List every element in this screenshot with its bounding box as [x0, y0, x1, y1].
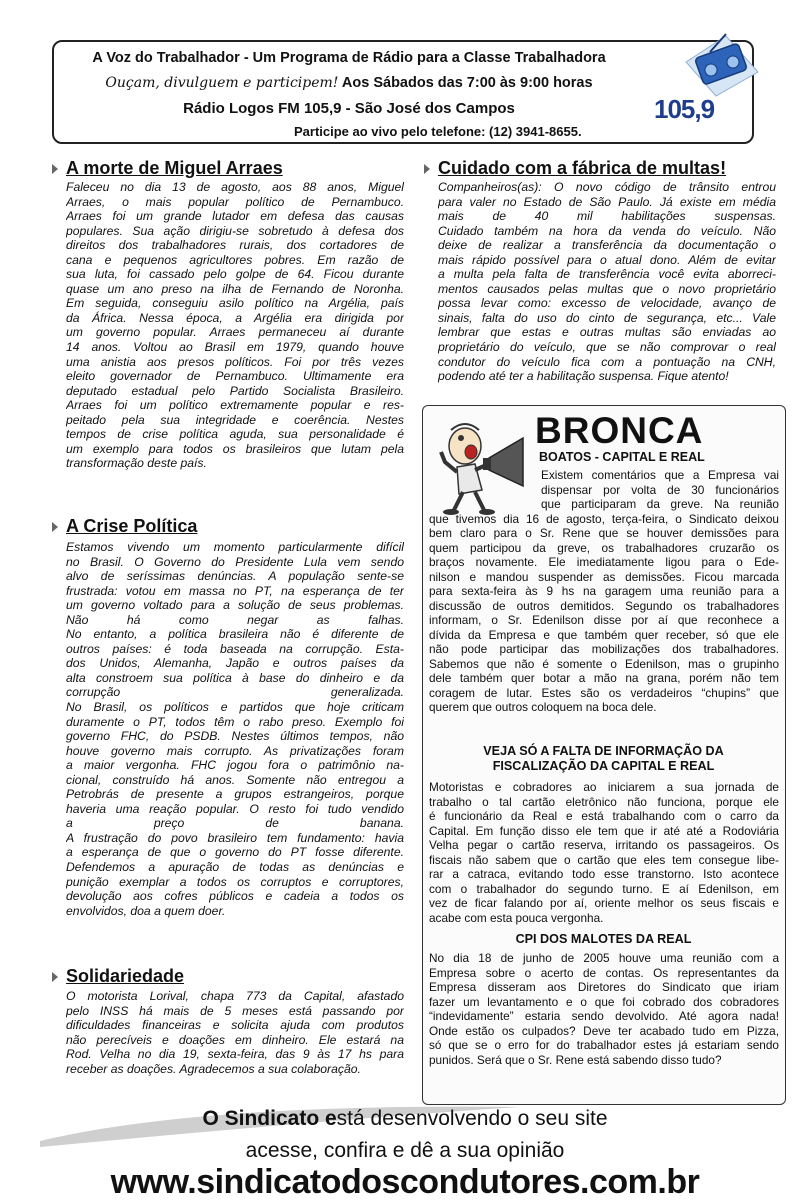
text-line: cana e pequenos agricultores pobres. Em razão de: [66, 252, 404, 267]
text-line: pelo INSS há mais de 5 meses está passando por: [66, 1003, 404, 1018]
text-line: sua luta, foi cassado pelo golpe de 64. Ficou durante: [66, 267, 404, 282]
text-line: houve governo mais corrupto. As privatizações foram: [66, 743, 404, 758]
bronca-box: [422, 405, 786, 1105]
text-line: fiscais não sabem que o cartão que eles tem consegue libe-: [429, 852, 779, 867]
text-line: Onde estão os culpados? Deve ter acabado tudo em Pizza,: [429, 1023, 779, 1038]
text-line: não pode participar das mobilizações dos trabalhadores.: [429, 642, 779, 656]
arrow-icon: [52, 164, 58, 174]
text-line: Faleceu no dia 13 de agosto, aos 88 anos, Miguel: [66, 180, 404, 194]
text-line: quase um ano preso na ilha de Fernando de Noronha.: [66, 281, 404, 296]
bronca-heading-fiscalizacao: [423, 744, 784, 774]
text-line: é funcionário da Real e está trabalhando com o carro da: [429, 809, 779, 823]
text-line: dele também quer botar a mão na grana, porém não tem: [429, 671, 779, 685]
text-line: peitado pela sua integridade e coerência. Nestes: [66, 412, 404, 427]
text-line: nilson e mandou suspender as demissões. Ficou marcada: [429, 569, 779, 584]
header-box: [52, 40, 754, 144]
text-line: Estamos vivendo um momento particularmente difícil: [66, 540, 404, 554]
text-line: informam, o Sr. Edenilson disse por aí que reconhece a: [429, 613, 779, 627]
text-line: envolvidos, doa a quem doer.: [66, 903, 226, 918]
text-line: Existem comentários que a Empresa vai: [541, 468, 779, 482]
text-line: que tivemos dia 16 de agosto, terça-feira, o Sindicato deixou: [429, 511, 779, 526]
text-line: um exemplo para todos os brasileiros que lutam pela: [66, 441, 404, 456]
text-line: 14 anos. Voltou ao Brasil em 1979, quando houve: [66, 340, 404, 355]
text-line: trabalho o tal cartão eletrônico não funciona, porque ele: [429, 794, 779, 809]
phone-line: Participe ao vivo pelo telefone: (12) 3941-8655.: [294, 124, 582, 139]
text-line: dívida da Empresa e que também quer receber, só que ele: [429, 627, 779, 642]
heading-line: FISCALIZAÇÃO DA CAPITAL E REAL: [492, 759, 715, 773]
arrow-icon: [52, 522, 58, 532]
text-line: mais de 40 mil habilitações suspensas.: [438, 209, 776, 224]
text-line: dificuldades financeiras e solicita ajuda com produtos: [66, 1018, 404, 1033]
text-line: no Brasil. O Governo do Presidente Lula vem sendo: [66, 554, 404, 569]
text-line: Defendemos a apuração de todas as denúncias e: [66, 860, 404, 875]
text-line: eleito governador de Pernambuco. Ultimamente era: [66, 369, 404, 384]
section-title-crise: A Crise Política: [66, 516, 198, 536]
text-line: fazer um levantamento e o que foi cobrado dos cobradores: [429, 994, 779, 1009]
program-title: A Voz do Trabalhador - Um Programa de Rádio para a Classe Trabalhadora: [92, 50, 606, 66]
text-line: discussão de outros demitidos. Segundo os trabalhadores: [429, 598, 779, 613]
text-line: coragem de lutar. Estes são os verdadeiros “chupins” que: [429, 685, 779, 700]
section-body-solidariedade: [66, 989, 404, 1076]
frequency-label: 105,9: [654, 94, 715, 124]
text-line: punição exemplar a todos os corruptos e corruptores,: [66, 874, 404, 889]
text-line: acabe com esta pouca vergonha.: [429, 910, 604, 925]
text-line: No entanto, a política brasileira não é diferente de: [66, 627, 404, 642]
text-line: um governo popular. Arraes permaneceu aí durante: [66, 325, 404, 340]
program-schedule: [54, 75, 644, 91]
heading-line: VEJA SÓ A FALTA DE INFORMAÇÃO DA: [483, 744, 724, 758]
text-line: só que se o erro for do trabalhador estes já estariam sendo: [429, 1038, 779, 1052]
text-line: bem claro para o Sr. Rene que se houver demissões para: [429, 526, 779, 540]
text-line: tempos de crise política aguda, sua personalidade é: [66, 427, 404, 442]
section-title-arraes: A morte de Miguel Arraes: [66, 158, 283, 178]
text-line: Sabemos que não é somente o Edenilson, mas o grupinho: [429, 656, 779, 671]
text-line: alvo de seríssimas denúncias. A população sente-se: [66, 569, 404, 584]
text-line: populares. Sua ação dirigiu-se sobretudo à defesa dos: [66, 223, 404, 238]
text-line: a esperança de que o governo do PT fosse diferente.: [66, 845, 404, 860]
text-line: mais rápido possível para o atual dono. Além de evitar: [438, 252, 776, 267]
text-line: dispensar por volta de 30 funcionários: [541, 482, 779, 497]
section-title-multas: Cuidado com a fábrica de multas!: [438, 158, 727, 178]
text-line: punidos. Será que o Sr. Rene está sabendo disso tudo?: [429, 1052, 722, 1067]
footer: [0, 1103, 810, 1200]
text-line: vez de ficar falando por aí, oriente melhor os seus fiscais e: [429, 896, 779, 910]
text-line: cional, construído há anos. Somente não entregou a: [66, 772, 404, 787]
text-line: Não há como negar as falhas.: [66, 612, 404, 627]
text-line: O motorista Lorival, chapa 773 da Capital, afastado: [66, 989, 404, 1003]
footer-rest-text: stá desenvolvendo o seu site: [336, 1107, 608, 1130]
text-line: haveria uma reação popular. O resto foi tudo vendido: [66, 801, 404, 816]
text-line: querem que outros coloquem na boca dele.: [429, 700, 657, 714]
text-line: Arraes foi um grande lutador em defesa das causas: [66, 209, 404, 224]
text-line: Empresa disseram aos Diretores do Sindicato que iriam: [429, 980, 779, 994]
bronca-body-boatos: [429, 468, 779, 715]
text-line: quem participou da greve, os trabalhadores cruzarão os: [429, 540, 779, 555]
bronca-heading-cpi: CPI DOS MALOTES DA REAL: [515, 932, 692, 946]
text-line: No Brasil, os políticos e partidos que hoje criticam: [66, 700, 404, 715]
text-line: com o trabalhador do segundo turno. E aí Edenilson, em: [429, 881, 779, 896]
text-line: para valer no Estado de São Paulo. Já existe em média: [438, 194, 776, 209]
text-line: Arraes foi um político extremamente popular e res-: [66, 398, 404, 413]
text-line: Capital. Em função disso ele tem que ir até até a Rodoviária: [429, 823, 779, 838]
text-line: braços novamente. Ele imediatamente ligou para o Ede-: [429, 555, 779, 569]
text-line: Arraes, o mais popular político de Pernambuco.: [66, 194, 404, 209]
footer-line1: [0, 1107, 810, 1131]
text-line: Rod. Velha no dia 19, sexta-feira, das 9 às 17 hs para: [66, 1047, 404, 1062]
text-line: uma anistia aos presos políticos. Foi por três vezes: [66, 354, 404, 369]
text-line: que participaram da greve. Na reunião: [541, 497, 779, 511]
schedule-text: Aos Sábados das 7:00 às 9:00 horas: [338, 75, 593, 91]
text-line: duramente o PT, todos têm o rabo preso. Exemplo foi: [66, 714, 404, 729]
section-title-solidariedade: Solidariedade: [66, 966, 185, 986]
text-line: Motoristas e cobradores ao iniciarem a sua jornada de: [429, 780, 779, 794]
text-line: possa levar como: excesso de velocidade, avanço de: [438, 296, 776, 311]
text-line: frustrada: votou em massa no PT, na esperança de ter: [66, 583, 404, 598]
text-line: Em seguida, conseguiu asilo político na Argélia, país: [66, 296, 404, 311]
text-line: para sexta-feira às 9 hs na garagem uma reunião para a: [429, 584, 779, 598]
section-body-arraes: [66, 180, 404, 471]
text-line: condutor do veículo fica com a pontuação na CNH,: [438, 354, 776, 369]
text-line: Empresa sobre o acerto de contas. Os representantes da: [429, 965, 779, 980]
text-line: dos Unidos, Alemanha, Japão e outros países da: [66, 656, 404, 671]
arrow-icon: [424, 164, 430, 174]
footer-line2: acesse, confira e dê a sua opinião: [245, 1139, 565, 1162]
section-body-multas: [438, 180, 776, 384]
bronca-subtitle: BOATOS - CAPITAL E REAL: [539, 450, 705, 464]
text-line: direitos dos trabalhadores rurais, dos cortadores de: [66, 238, 404, 253]
text-line: deputado estadual pelo Partido Socialista Brasileiro.: [66, 383, 404, 398]
text-line: deixe de realizar a transferência da documentação o: [438, 238, 776, 253]
text-line: receber as doações. Agradecemos a sua colaboração.: [66, 1061, 361, 1076]
section-body-crise: [66, 540, 404, 918]
text-line: da África. Nessa época, a Argélia era dirigida por: [66, 310, 404, 325]
text-line: Petrobrás de presente a grupos estrangeiros, porque: [66, 787, 404, 802]
text-line: transformação deste país.: [66, 456, 207, 471]
station-name: Rádio Logos FM 105,9 - São José dos Campos: [183, 100, 515, 117]
text-line: a multa pela falta de transferência você evita aborreci-: [438, 267, 776, 282]
bronca-body-fiscalizacao: [429, 780, 779, 925]
text-line: alta constroem sua política à base do dinheiro e da: [66, 670, 404, 685]
text-line: podendo até ter a habilitação suspensa. Fique atento!: [438, 369, 729, 384]
text-line: Velha pegar o cartão reserva, irritando os passageiros. Os: [429, 838, 779, 852]
text-line: outros países: é toda baseada na corrupção. Esta-: [66, 641, 404, 656]
text-line: devolução aos cofres públicos e cadeia a todos os: [66, 889, 404, 904]
text-line: Cuidado também na hora da venda do veículo. Não: [438, 223, 776, 238]
text-line: governo FHC, do PSDB. Nestes últimos tempos, não: [66, 729, 404, 744]
footer-bold-text: O Sindicato e: [202, 1107, 337, 1130]
text-line: A frustração do povo brasileiro tem fundamento: havia: [66, 830, 404, 845]
bronca-title: BRONCA: [535, 410, 704, 451]
text-line: não perecíveis e doações em dinheiro. Ele estará na: [66, 1032, 404, 1047]
text-line: a preço de banana.: [66, 816, 404, 831]
text-line: mentos causados pelas multas que o novo proprietário: [438, 281, 776, 296]
text-line: Companheiros(as): O novo código de trânsito entrou: [438, 180, 776, 194]
site-url-link[interactable]: www.sindicatodoscondutores.com.br: [110, 1163, 700, 1201]
bronca-body-cpi: [429, 951, 779, 1067]
text-line: “indevidamente” estaria sendo devolvido. Até agora nada!: [429, 1009, 779, 1023]
text-line: sinais, falta do uso do cinto de segurança, etc... Vale: [438, 310, 776, 325]
text-line: corrupção generalizada.: [66, 685, 404, 700]
text-line: No dia 18 de junho de 2005 houve uma reunião com a: [429, 951, 779, 965]
invite-text: Ouçam, divulguem e participem!: [105, 75, 339, 91]
text-line: a maior vergonha. FHC jogou fora o patrimônio na-: [66, 758, 404, 773]
text-line: proprietário do veículo, que se não comprovar o real: [438, 340, 776, 355]
text-line: lembrar que estas e outras multas são enviadas ao: [438, 325, 776, 340]
text-line: um governo voltado para a solução de seus problemas.: [66, 598, 404, 613]
text-line: rar a catraca, evitando todo esse transtorno. Isto acontece: [429, 867, 779, 881]
arrow-icon: [52, 972, 58, 982]
